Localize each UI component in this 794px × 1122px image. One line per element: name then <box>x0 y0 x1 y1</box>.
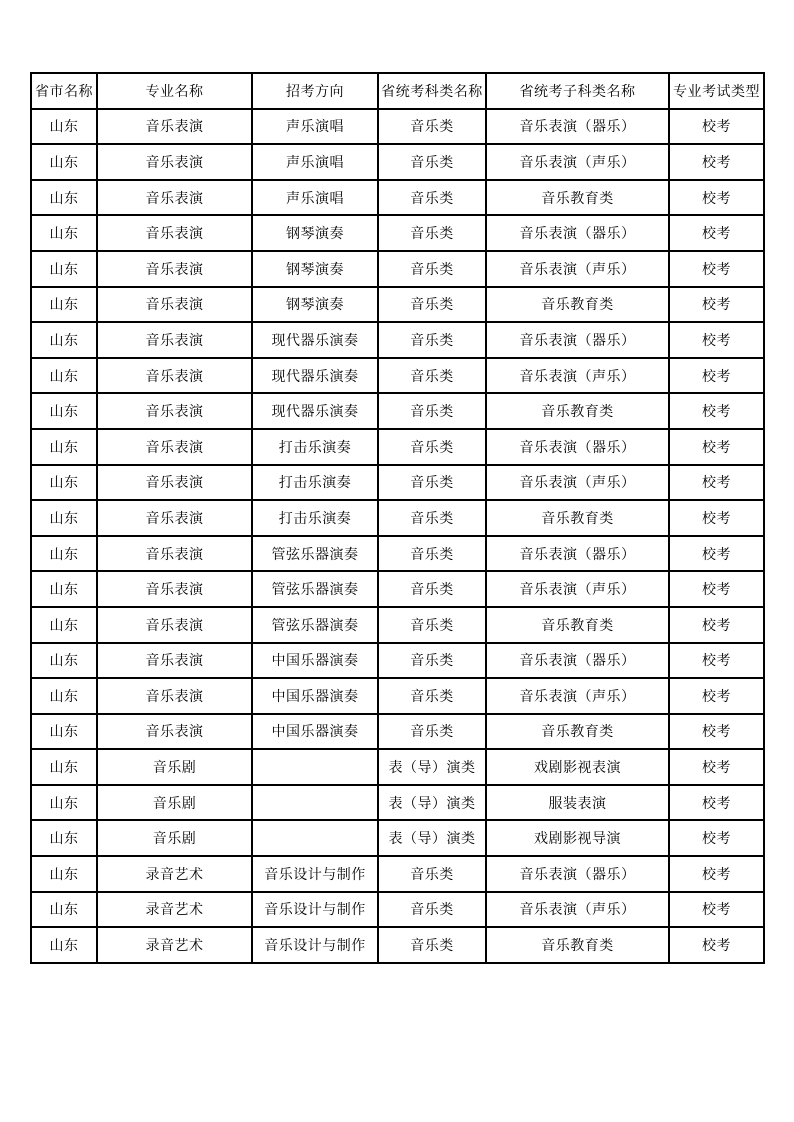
cell-direction: 声乐演唱 <box>252 180 378 216</box>
cell-exam-subcategory: 音乐表演（声乐） <box>486 251 669 287</box>
cell-exam-type: 校考 <box>669 322 764 358</box>
cell-direction: 钢琴演奏 <box>252 287 378 323</box>
cell-exam-category: 音乐类 <box>378 536 486 572</box>
cell-exam-category: 音乐类 <box>378 607 486 643</box>
cell-exam-subcategory: 音乐表演（声乐） <box>486 465 669 501</box>
cell-exam-subcategory: 音乐教育类 <box>486 714 669 750</box>
cell-exam-type: 校考 <box>669 892 764 928</box>
cell-exam-subcategory: 音乐表演（声乐） <box>486 678 669 714</box>
table-row <box>31 109 764 145</box>
cell-exam-subcategory: 音乐表演（器乐） <box>486 536 669 572</box>
cell-exam-subcategory: 戏剧影视表演 <box>486 749 669 785</box>
cell-province: 山东 <box>31 215 97 251</box>
cell-exam-subcategory: 音乐教育类 <box>486 287 669 323</box>
cell-exam-type: 校考 <box>669 749 764 785</box>
cell-direction: 管弦乐器演奏 <box>252 536 378 572</box>
cell-major: 音乐表演 <box>97 144 252 180</box>
cell-direction: 中国乐器演奏 <box>252 643 378 679</box>
table-row <box>31 856 764 892</box>
table-row <box>31 643 764 679</box>
cell-exam-category: 音乐类 <box>378 215 486 251</box>
cell-direction: 中国乐器演奏 <box>252 678 378 714</box>
cell-exam-subcategory: 音乐表演（声乐） <box>486 571 669 607</box>
cell-major: 音乐表演 <box>97 643 252 679</box>
header-major: 专业名称 <box>97 73 252 109</box>
cell-direction: 打击乐演奏 <box>252 500 378 536</box>
header-exam-type: 专业考试类型 <box>669 73 764 109</box>
table-row <box>31 180 764 216</box>
cell-exam-type: 校考 <box>669 927 764 963</box>
admissions-table <box>30 72 765 964</box>
cell-direction <box>252 749 378 785</box>
cell-exam-type: 校考 <box>669 536 764 572</box>
cell-exam-subcategory: 音乐教育类 <box>486 180 669 216</box>
cell-province: 山东 <box>31 607 97 643</box>
cell-province: 山东 <box>31 109 97 145</box>
cell-exam-type: 校考 <box>669 607 764 643</box>
cell-exam-category: 音乐类 <box>378 144 486 180</box>
cell-major: 音乐表演 <box>97 322 252 358</box>
cell-province: 山东 <box>31 251 97 287</box>
table-row <box>31 393 764 429</box>
cell-province: 山东 <box>31 393 97 429</box>
cell-major: 音乐表演 <box>97 465 252 501</box>
cell-major: 录音艺术 <box>97 927 252 963</box>
cell-province: 山东 <box>31 180 97 216</box>
table-header-row <box>31 73 764 109</box>
cell-exam-category: 音乐类 <box>378 393 486 429</box>
cell-exam-subcategory: 音乐表演（器乐） <box>486 429 669 465</box>
cell-exam-category: 音乐类 <box>378 251 486 287</box>
cell-major: 录音艺术 <box>97 856 252 892</box>
cell-exam-type: 校考 <box>669 180 764 216</box>
cell-exam-category: 表（导）演类 <box>378 785 486 821</box>
table-row <box>31 571 764 607</box>
table-body <box>31 109 764 963</box>
cell-exam-type: 校考 <box>669 678 764 714</box>
cell-direction: 音乐设计与制作 <box>252 856 378 892</box>
cell-province: 山东 <box>31 749 97 785</box>
cell-exam-subcategory: 音乐表演（器乐） <box>486 109 669 145</box>
header-direction: 招考方向 <box>252 73 378 109</box>
cell-direction <box>252 820 378 856</box>
cell-province: 山东 <box>31 358 97 394</box>
cell-major: 音乐表演 <box>97 358 252 394</box>
table-row <box>31 358 764 394</box>
cell-exam-type: 校考 <box>669 643 764 679</box>
cell-province: 山东 <box>31 714 97 750</box>
cell-major: 音乐表演 <box>97 714 252 750</box>
cell-major: 音乐表演 <box>97 109 252 145</box>
cell-major: 音乐表演 <box>97 287 252 323</box>
table-row <box>31 215 764 251</box>
cell-exam-subcategory: 服装表演 <box>486 785 669 821</box>
cell-exam-subcategory: 音乐表演（器乐） <box>486 856 669 892</box>
cell-province: 山东 <box>31 465 97 501</box>
table-row <box>31 322 764 358</box>
cell-direction: 管弦乐器演奏 <box>252 607 378 643</box>
table-row <box>31 607 764 643</box>
cell-exam-subcategory: 戏剧影视导演 <box>486 820 669 856</box>
cell-exam-type: 校考 <box>669 109 764 145</box>
cell-major: 音乐剧 <box>97 749 252 785</box>
cell-province: 山东 <box>31 571 97 607</box>
cell-major: 音乐表演 <box>97 607 252 643</box>
cell-exam-subcategory: 音乐表演（声乐） <box>486 144 669 180</box>
cell-exam-category: 音乐类 <box>378 322 486 358</box>
cell-exam-subcategory: 音乐表演（器乐） <box>486 322 669 358</box>
cell-exam-category: 音乐类 <box>378 180 486 216</box>
cell-major: 音乐表演 <box>97 500 252 536</box>
header-exam-category: 省统考科类名称 <box>378 73 486 109</box>
cell-direction: 打击乐演奏 <box>252 465 378 501</box>
cell-exam-category: 音乐类 <box>378 856 486 892</box>
cell-province: 山东 <box>31 678 97 714</box>
table-row <box>31 749 764 785</box>
cell-major: 音乐表演 <box>97 393 252 429</box>
cell-exam-type: 校考 <box>669 820 764 856</box>
cell-major: 音乐剧 <box>97 785 252 821</box>
cell-exam-category: 音乐类 <box>378 927 486 963</box>
cell-exam-type: 校考 <box>669 287 764 323</box>
cell-province: 山东 <box>31 322 97 358</box>
cell-exam-type: 校考 <box>669 856 764 892</box>
cell-exam-type: 校考 <box>669 215 764 251</box>
cell-exam-category: 音乐类 <box>378 358 486 394</box>
cell-province: 山东 <box>31 856 97 892</box>
table-row <box>31 927 764 963</box>
cell-exam-category: 音乐类 <box>378 678 486 714</box>
cell-direction: 现代器乐演奏 <box>252 393 378 429</box>
cell-major: 音乐表演 <box>97 536 252 572</box>
cell-exam-type: 校考 <box>669 465 764 501</box>
cell-exam-subcategory: 音乐教育类 <box>486 500 669 536</box>
cell-exam-category: 音乐类 <box>378 500 486 536</box>
cell-exam-category: 音乐类 <box>378 109 486 145</box>
cell-exam-category: 音乐类 <box>378 892 486 928</box>
cell-direction: 现代器乐演奏 <box>252 322 378 358</box>
cell-major: 音乐表演 <box>97 678 252 714</box>
cell-direction: 声乐演唱 <box>252 144 378 180</box>
cell-exam-type: 校考 <box>669 714 764 750</box>
cell-major: 音乐表演 <box>97 429 252 465</box>
cell-exam-type: 校考 <box>669 571 764 607</box>
cell-major: 音乐剧 <box>97 820 252 856</box>
cell-major: 音乐表演 <box>97 215 252 251</box>
cell-major: 音乐表演 <box>97 571 252 607</box>
cell-direction: 现代器乐演奏 <box>252 358 378 394</box>
cell-major: 音乐表演 <box>97 180 252 216</box>
cell-province: 山东 <box>31 287 97 323</box>
header-province: 省市名称 <box>31 73 97 109</box>
table-row <box>31 678 764 714</box>
cell-exam-type: 校考 <box>669 429 764 465</box>
cell-exam-category: 音乐类 <box>378 429 486 465</box>
table-row <box>31 820 764 856</box>
cell-exam-subcategory: 音乐表演（器乐） <box>486 215 669 251</box>
cell-exam-category: 表（导）演类 <box>378 749 486 785</box>
cell-major: 音乐表演 <box>97 251 252 287</box>
cell-direction: 管弦乐器演奏 <box>252 571 378 607</box>
table-row <box>31 785 764 821</box>
cell-direction: 音乐设计与制作 <box>252 892 378 928</box>
table-row <box>31 144 764 180</box>
cell-exam-type: 校考 <box>669 393 764 429</box>
table-row <box>31 287 764 323</box>
table-row <box>31 429 764 465</box>
cell-exam-type: 校考 <box>669 500 764 536</box>
cell-province: 山东 <box>31 429 97 465</box>
cell-exam-type: 校考 <box>669 251 764 287</box>
cell-province: 山东 <box>31 785 97 821</box>
table-row <box>31 465 764 501</box>
table-row <box>31 892 764 928</box>
cell-exam-category: 音乐类 <box>378 714 486 750</box>
cell-province: 山东 <box>31 500 97 536</box>
table-row <box>31 714 764 750</box>
cell-province: 山东 <box>31 643 97 679</box>
cell-exam-subcategory: 音乐表演（器乐） <box>486 643 669 679</box>
table-row <box>31 500 764 536</box>
cell-exam-category: 音乐类 <box>378 287 486 323</box>
header-exam-subcategory: 省统考子科类名称 <box>486 73 669 109</box>
cell-exam-subcategory: 音乐表演（声乐） <box>486 892 669 928</box>
cell-exam-type: 校考 <box>669 144 764 180</box>
cell-province: 山东 <box>31 892 97 928</box>
cell-direction: 钢琴演奏 <box>252 215 378 251</box>
cell-exam-category: 音乐类 <box>378 571 486 607</box>
cell-province: 山东 <box>31 820 97 856</box>
cell-exam-category: 音乐类 <box>378 643 486 679</box>
cell-exam-type: 校考 <box>669 785 764 821</box>
cell-direction: 中国乐器演奏 <box>252 714 378 750</box>
cell-exam-subcategory: 音乐教育类 <box>486 607 669 643</box>
document-page <box>30 72 763 964</box>
cell-direction: 钢琴演奏 <box>252 251 378 287</box>
cell-exam-type: 校考 <box>669 358 764 394</box>
cell-province: 山东 <box>31 927 97 963</box>
cell-direction <box>252 785 378 821</box>
table-row <box>31 536 764 572</box>
cell-exam-category: 表（导）演类 <box>378 820 486 856</box>
cell-exam-subcategory: 音乐教育类 <box>486 927 669 963</box>
cell-major: 录音艺术 <box>97 892 252 928</box>
table-row <box>31 251 764 287</box>
cell-exam-subcategory: 音乐教育类 <box>486 393 669 429</box>
cell-direction: 打击乐演奏 <box>252 429 378 465</box>
cell-direction: 音乐设计与制作 <box>252 927 378 963</box>
cell-exam-category: 音乐类 <box>378 465 486 501</box>
cell-province: 山东 <box>31 144 97 180</box>
cell-province: 山东 <box>31 536 97 572</box>
cell-direction: 声乐演唱 <box>252 109 378 145</box>
cell-exam-subcategory: 音乐表演（声乐） <box>486 358 669 394</box>
